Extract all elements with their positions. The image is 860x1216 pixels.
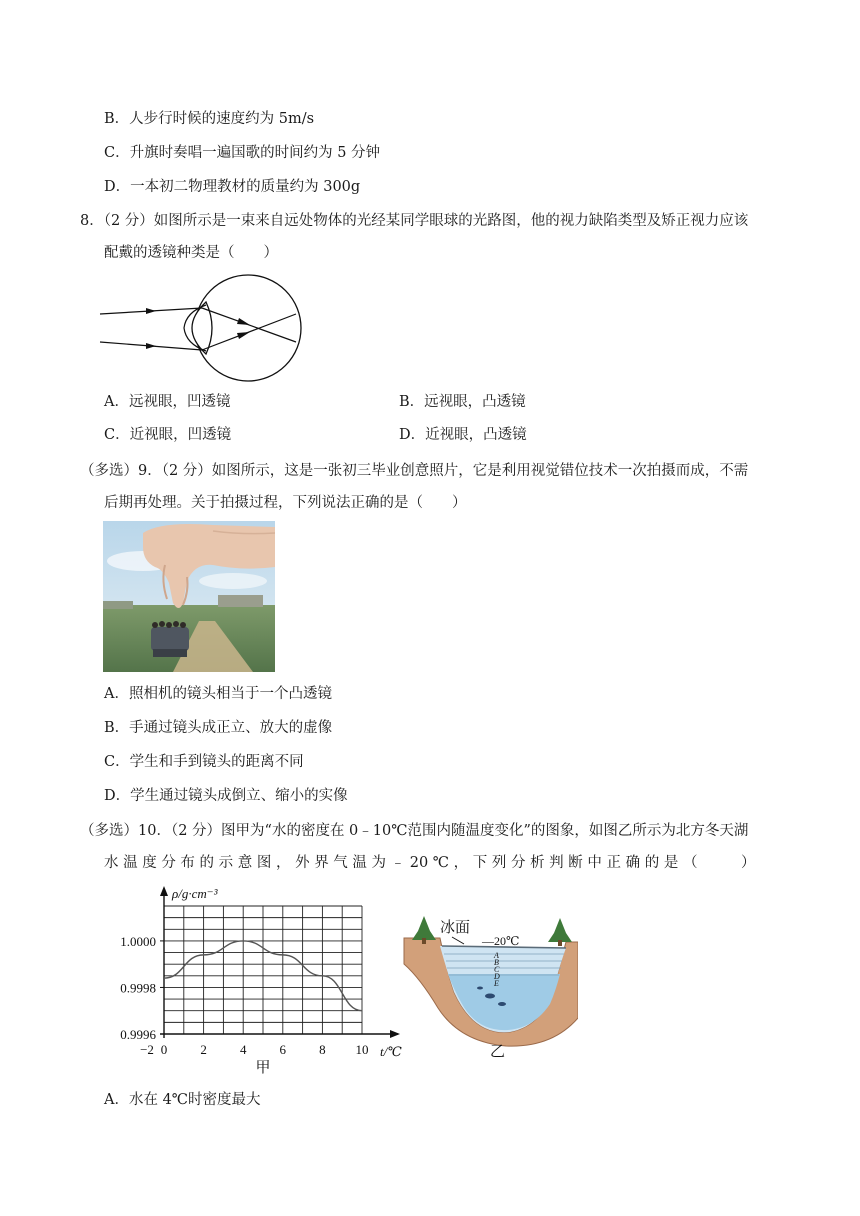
q8-option-c: C．近视眼，凹透镜 bbox=[104, 427, 232, 443]
air-temp-label: —20℃ bbox=[482, 934, 520, 948]
x-tick-label: 8 bbox=[319, 1042, 326, 1057]
chart-grid bbox=[164, 906, 362, 1034]
density-chart bbox=[98, 884, 416, 1080]
chart-labels bbox=[120, 886, 402, 1076]
layer-label-d: D bbox=[494, 972, 500, 981]
layer-label-a: A bbox=[494, 951, 499, 960]
q9-option-b: B．手通过镜头成正立、放大的虚像 bbox=[104, 720, 333, 736]
q8-stem-line2: 配戴的透镜种类是（ ） bbox=[104, 245, 278, 261]
q7-option-d: D．一本初二物理教材的质量约为 300g bbox=[104, 179, 361, 195]
ray-arrow-top-out bbox=[237, 318, 250, 325]
layer-label-c: C bbox=[494, 965, 500, 974]
ray-arrow-top-in bbox=[146, 308, 156, 314]
y-tick-label: 1.0000 bbox=[120, 933, 156, 949]
ray-arrow-bottom-out bbox=[237, 332, 250, 339]
q9-option-d: D．学生通过镜头成倒立、缩小的实像 bbox=[104, 788, 348, 804]
q7-option-c: C．升旗时奏唱一遍国歌的时间约为 5 分钟 bbox=[104, 145, 381, 161]
y-axis-arrow bbox=[160, 886, 168, 896]
x-tick-label: 2 bbox=[200, 1042, 207, 1057]
eye-ray-diagram bbox=[98, 272, 310, 384]
tree-left-icon bbox=[412, 916, 436, 940]
x-tick-label: 6 bbox=[279, 1042, 287, 1057]
refracted-ray-bottom bbox=[202, 314, 296, 350]
x-tick-label: 10 bbox=[355, 1042, 369, 1057]
layer-label-e: E bbox=[494, 979, 499, 988]
y-tick-label: 0.9996 bbox=[120, 1027, 156, 1042]
y-tick-label: 0.9998 bbox=[120, 980, 156, 996]
q10-option-a: A．水在 4℃时密度最大 bbox=[104, 1092, 261, 1108]
lake-caption: 乙 bbox=[490, 1044, 506, 1060]
ice-label: 冰面 bbox=[440, 920, 471, 936]
x-tick-label: 0 bbox=[160, 1042, 168, 1057]
refracted-ray-top bbox=[202, 308, 296, 342]
layer-label-b: B bbox=[494, 958, 499, 967]
graduation-photo bbox=[103, 521, 275, 672]
q10-stem-line2: 水 温 度 分 布 的 示 意 图 ， 外 界 气 温 为 ﹣ 20 ℃ ， 下 列 分 析 判 断 中 正 确 的 是 （ ） bbox=[104, 855, 756, 871]
q9-stem-line1: （多选）9．（2 分）如图所示，这是一张初三毕业创意照片，它是利用视觉错位技术一次拍摄而成，不需 bbox=[80, 463, 749, 479]
chart-axes bbox=[160, 886, 400, 1038]
x-tick-label: −2 bbox=[140, 1042, 154, 1057]
q9-option-c: C．学生和手到镜头的距离不同 bbox=[104, 754, 304, 770]
x-axis-arrow bbox=[390, 1030, 400, 1038]
ray-arrow-bottom-in bbox=[146, 343, 156, 349]
chart-caption: 甲 bbox=[255, 1060, 271, 1076]
fish-icon bbox=[485, 994, 495, 999]
q7-option-b: B．人步行时候的速度约为 5m/s bbox=[104, 111, 315, 127]
x-tick-label: 4 bbox=[239, 1042, 247, 1057]
q9-option-a: A．照相机的镜头相当于一个凸透镜 bbox=[104, 686, 332, 702]
x-axis-label: t/℃ bbox=[380, 1044, 402, 1059]
q8-stem-line1: 8．（2 分）如图所示是一束来自远处物体的光经某同学眼球的光路图，他的视力缺陷类型及矫正视力应该 bbox=[80, 213, 749, 229]
q8-option-b: B．远视眼，凸透镜 bbox=[399, 394, 526, 410]
q8-option-a: A．远视眼，凹透镜 bbox=[104, 394, 231, 410]
q10-stem-line1: （多选）10．（2 分）图甲为“水的密度在 0﹣10℃范围内随温度变化”的图象，如图乙所示为北方冬天湖 bbox=[80, 823, 749, 839]
q8-option-d: D．近视眼，凸透镜 bbox=[399, 427, 527, 443]
y-axis-label: ρ/g·cm⁻³ bbox=[172, 886, 218, 901]
lake-diagram bbox=[402, 908, 578, 1078]
tree-right-icon bbox=[548, 918, 572, 942]
q9-stem-line2: 后期再处理。关于拍摄过程，下列说法正确的是（ ） bbox=[104, 495, 467, 511]
